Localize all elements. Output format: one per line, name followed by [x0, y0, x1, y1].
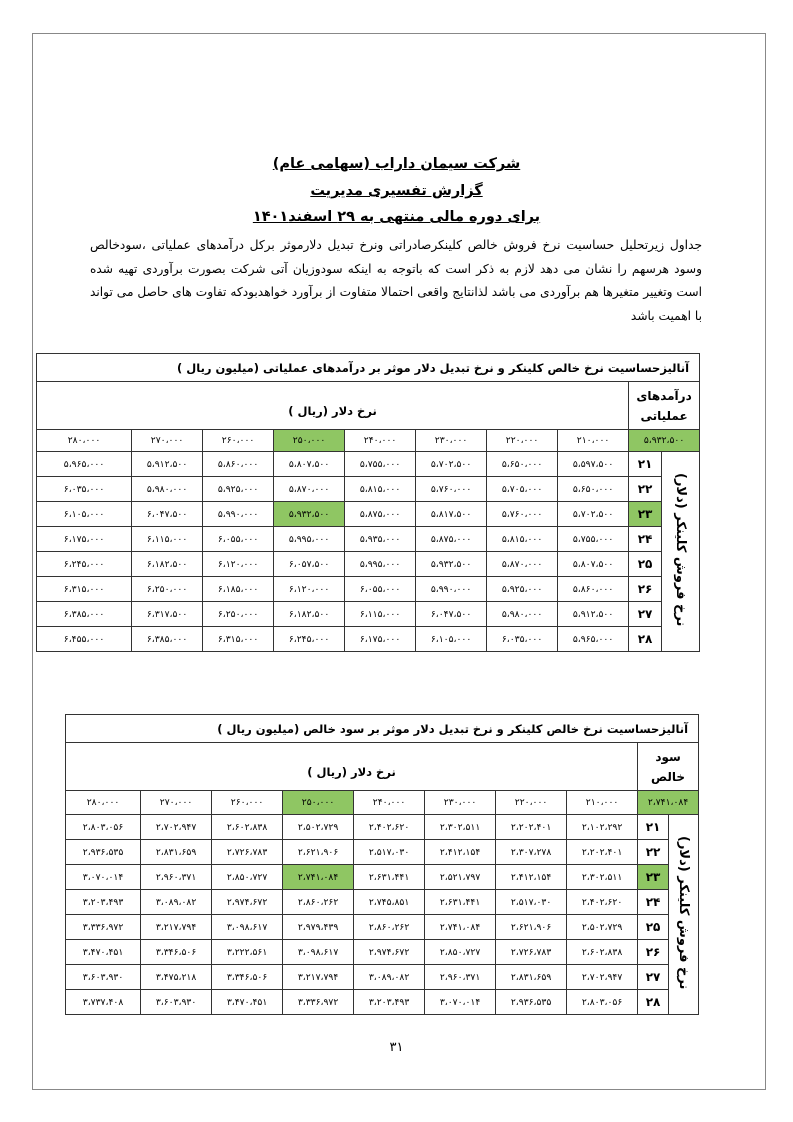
- row-header: ۲۶: [629, 577, 662, 602]
- table-cell: ۶،۳۸۵،۰۰۰: [37, 602, 132, 627]
- column-header: ۲۷۰،۰۰۰: [141, 791, 212, 815]
- table-cell: ۶،۱۰۵،۰۰۰: [37, 502, 132, 527]
- table-cell: ۵،۷۵۵،۰۰۰: [558, 527, 629, 552]
- row-header: ۲۸: [629, 627, 662, 652]
- row-header: ۲۵: [629, 552, 662, 577]
- table-cell: ۳،۴۷۰،۴۵۱: [66, 940, 141, 965]
- row-header: ۲۵: [638, 915, 669, 940]
- table-cell: ۵،۸۱۵،۰۰۰: [487, 527, 558, 552]
- table-cell: ۲،۶۲۱،۹۰۶: [496, 915, 567, 940]
- table-row: [37, 627, 700, 652]
- table-cell: ۲،۴۱۲،۱۵۴: [496, 865, 567, 890]
- table-cell: ۲،۳۰۲،۵۱۱: [425, 815, 496, 840]
- table-cell: ۲،۸۳۱،۶۵۹: [141, 840, 212, 865]
- table-cell: ۶،۱۱۵،۰۰۰: [345, 602, 416, 627]
- table-cell: ۵،۵۹۷،۵۰۰: [558, 452, 629, 477]
- table-cell: ۶،۲۴۵،۰۰۰: [274, 627, 345, 652]
- table-row: [66, 915, 699, 940]
- table-cell: ۳،۰۹۸،۶۱۷: [212, 915, 283, 940]
- table-row: [37, 502, 700, 527]
- column-header: ۲۱۰،۰۰۰: [558, 430, 629, 452]
- column-header: ۲۴۰،۰۰۰: [345, 430, 416, 452]
- table-row: [37, 477, 700, 502]
- table-cell: ۶،۲۵۰،۰۰۰: [203, 602, 274, 627]
- row-header: ۲۳: [638, 865, 669, 890]
- table-cell: ۶،۰۵۵،۰۰۰: [203, 527, 274, 552]
- table-row: [66, 840, 699, 865]
- corner-label: درآمدهای عملیاتی: [629, 382, 700, 430]
- table-cell: ۲،۴۰۲،۶۲۰: [354, 815, 425, 840]
- table-row: [37, 577, 700, 602]
- row-header: ۲۱: [638, 815, 669, 840]
- table-cell: ۶،۱۰۵،۰۰۰: [416, 627, 487, 652]
- table-cell: ۲،۹۷۴،۶۷۲: [354, 940, 425, 965]
- table-cell: ۶،۰۳۵،۰۰۰: [487, 627, 558, 652]
- table-cell: ۵،۸۷۵،۰۰۰: [345, 502, 416, 527]
- table-cell: ۵،۹۲۵،۰۰۰: [203, 477, 274, 502]
- table-cell: ۵،۷۶۰،۰۰۰: [487, 502, 558, 527]
- table-cell: ۶،۱۸۲،۵۰۰: [274, 602, 345, 627]
- table-cell: ۲،۷۰۲،۹۴۷: [567, 965, 638, 990]
- table-cell: ۶،۰۳۵،۰۰۰: [37, 477, 132, 502]
- table-cell: ۵،۸۷۰،۰۰۰: [274, 477, 345, 502]
- table-cell: ۵،۹۱۲،۵۰۰: [558, 602, 629, 627]
- table-cell: ۳،۲۲۲،۵۶۱: [212, 940, 283, 965]
- table-cell: ۳،۶۰۳،۹۳۰: [66, 965, 141, 990]
- row-header: ۲۸: [638, 990, 669, 1015]
- revenue-sensitivity-table: [36, 353, 700, 652]
- table-cell: ۳،۳۳۶،۹۷۲: [283, 990, 354, 1015]
- row-header: ۲۶: [638, 940, 669, 965]
- table-cell: ۵،۸۱۷،۵۰۰: [416, 502, 487, 527]
- table-row: [66, 865, 699, 890]
- table-cell: ۵،۹۸۰،۰۰۰: [132, 477, 203, 502]
- table-cell: ۵،۶۵۰،۰۰۰: [558, 477, 629, 502]
- row-header: ۲۴: [629, 527, 662, 552]
- table-cell: ۳،۰۹۸،۶۱۷: [283, 940, 354, 965]
- table-cell: ۵،۹۶۵،۰۰۰: [37, 452, 132, 477]
- table-row: [37, 602, 700, 627]
- table-cell: ۲،۷۴۱،۰۸۴: [425, 915, 496, 940]
- table-cell: ۳،۰۸۹،۰۸۲: [141, 890, 212, 915]
- table-cell: ۲،۱۰۲،۲۹۲: [567, 815, 638, 840]
- table-cell: ۶،۲۵۰،۰۰۰: [132, 577, 203, 602]
- table-cell: ۵،۷۰۵،۰۰۰: [487, 477, 558, 502]
- corner-label: سود خالص: [638, 743, 699, 791]
- table-cell: ۵،۹۹۰،۰۰۰: [416, 577, 487, 602]
- table-cell: ۳،۲۱۷،۷۹۴: [283, 965, 354, 990]
- table-cell: ۲،۵۰۲،۷۲۹: [567, 915, 638, 940]
- table-cell: ۶،۴۵۵،۰۰۰: [37, 627, 132, 652]
- column-header-row: [37, 430, 700, 452]
- column-header: ۲۱۰،۰۰۰: [567, 791, 638, 815]
- column-header: ۲۴۰،۰۰۰: [354, 791, 425, 815]
- table-row: [37, 452, 700, 477]
- table-cell: ۲،۶۰۲،۸۳۸: [212, 815, 283, 840]
- table-cell: ۲،۹۶۰،۳۷۱: [425, 965, 496, 990]
- table-cell: ۵،۷۰۲،۵۰۰: [416, 452, 487, 477]
- table-cell: ۶،۱۷۵،۰۰۰: [345, 627, 416, 652]
- report-title: گزارش تفسیری مدیریت: [310, 183, 483, 199]
- column-header: ۲۳۰،۰۰۰: [425, 791, 496, 815]
- table-cell: ۶،۰۵۷،۵۰۰: [274, 552, 345, 577]
- table-cell: ۲،۸۳۱،۶۵۹: [496, 965, 567, 990]
- row-header: ۲۲: [638, 840, 669, 865]
- table-cell: ۳،۲۰۳،۴۹۳: [66, 890, 141, 915]
- column-header: ۲۲۰،۰۰۰: [496, 791, 567, 815]
- table-cell: ۵،۸۰۷،۵۰۰: [558, 552, 629, 577]
- table-cell: ۳،۳۴۶،۵۰۶: [212, 965, 283, 990]
- row-header: ۲۲: [629, 477, 662, 502]
- table-cell: ۵،۷۵۵،۰۰۰: [345, 452, 416, 477]
- table-cell: ۵،۹۹۵،۰۰۰: [274, 527, 345, 552]
- table-cell: ۲،۳۰۷،۲۷۸: [496, 840, 567, 865]
- base-value-cell: ۲،۷۴۱،۰۸۴: [638, 791, 699, 815]
- table-cell: ۶،۱۷۵،۰۰۰: [37, 527, 132, 552]
- table-cell: ۳،۲۰۳،۴۹۳: [354, 990, 425, 1015]
- page-number: ۳۱: [389, 1040, 404, 1055]
- table-cell: ۲،۷۲۶،۷۸۳: [496, 940, 567, 965]
- column-header: ۲۸۰،۰۰۰: [37, 430, 132, 452]
- table-cell: ۲،۹۳۶،۵۳۵: [496, 990, 567, 1015]
- table-cell: ۲،۳۰۲،۵۱۱: [567, 865, 638, 890]
- intro-paragraph: جداول زیرتحلیل حساسیت نرخ فروش خالص کلینکرصادراتی ونرخ تبدیل دلارموثر برکل درآمدهای عملیاتی ،سودخالص وسود هرسهم را نشان می دهد لازم به ذکر است که باتوجه به اینکه سودوزیان آتی شرکت بصورت برآوردی تهیه شده است وتغییر متغیرها هم برآوردی می باشد لذانتایج واقعی احتمالا متفاوت از برآورد خواهدبودکه تفاوت های حاصل می تواند با اهمیت باشد: [90, 238, 702, 324]
- dollar-rate-label: نرخ دلار (ریال ): [37, 382, 629, 430]
- table-cell: ۶،۱۲۰،۰۰۰: [203, 552, 274, 577]
- row-header: ۲۱: [629, 452, 662, 477]
- table-cell: ۵،۸۷۵،۰۰۰: [416, 527, 487, 552]
- table-cell: ۲،۶۰۲،۸۳۸: [567, 940, 638, 965]
- table-cell: ۲،۴۱۲،۱۵۴: [425, 840, 496, 865]
- row-header: ۲۷: [638, 965, 669, 990]
- column-header: ۲۷۰،۰۰۰: [132, 430, 203, 452]
- table-row: [66, 965, 699, 990]
- table-cell: ۶،۰۴۷،۵۰۰: [416, 602, 487, 627]
- table-cell: ۲،۸۶۰،۲۶۲: [283, 890, 354, 915]
- table-row: [37, 527, 700, 552]
- table-cell: ۵،۸۷۰،۰۰۰: [487, 552, 558, 577]
- table-cell: ۶،۱۸۲،۵۰۰: [132, 552, 203, 577]
- clinker-rate-label: نرخ فروش کلینکر (دلار): [669, 815, 699, 1015]
- table-cell: ۲،۷۰۲،۹۴۷: [141, 815, 212, 840]
- table-cell: ۳،۳۴۶،۵۰۶: [141, 940, 212, 965]
- table-cell: ۲،۲۰۲،۴۰۱: [567, 840, 638, 865]
- table-cell: ۲،۵۱۷،۰۳۰: [496, 890, 567, 915]
- table-cell: ۵،۹۳۵،۰۰۰: [345, 527, 416, 552]
- table-cell: ۲،۹۷۹،۴۳۹: [283, 915, 354, 940]
- table-cell: ۶،۲۴۵،۰۰۰: [37, 552, 132, 577]
- dollar-rate-label: نرخ دلار (ریال ): [66, 743, 638, 791]
- table-cell: ۲،۸۵۰،۷۲۷: [212, 865, 283, 890]
- table-cell: ۲،۷۴۵،۸۵۱: [354, 890, 425, 915]
- table-cell: ۲،۷۲۶،۷۸۳: [212, 840, 283, 865]
- table-cell: ۶،۱۱۵،۰۰۰: [132, 527, 203, 552]
- table-cell: ۲،۲۰۲،۴۰۱: [496, 815, 567, 840]
- table-cell: ۶،۱۲۰،۰۰۰: [274, 577, 345, 602]
- table-cell: ۵،۹۲۵،۰۰۰: [487, 577, 558, 602]
- table-row: [66, 890, 699, 915]
- table-cell: ۳،۳۳۶،۹۷۲: [66, 915, 141, 940]
- table-cell: ۵،۹۳۲،۵۰۰: [416, 552, 487, 577]
- table-cell: ۳،۴۷۵،۲۱۸: [141, 965, 212, 990]
- table-title: آنالیزحساسیت نرخ خالص کلینکر و نرخ تبدیل دلار موثر بر سود خالص (میلیون ریال ): [66, 715, 699, 743]
- table-cell: ۲،۵۲۱،۷۹۷: [425, 865, 496, 890]
- table-cell: ۲،۷۴۱،۰۸۴: [283, 865, 354, 890]
- row-header: ۲۷: [629, 602, 662, 627]
- column-header: ۲۳۰،۰۰۰: [416, 430, 487, 452]
- table-title: آنالیزحساسیت نرخ خالص کلینکر و نرخ تبدیل دلار موثر بر درآمدهای عملیاتی (میلیون ریال ): [37, 354, 700, 382]
- column-header: ۲۸۰،۰۰۰: [66, 791, 141, 815]
- table-cell: ۵،۶۵۰،۰۰۰: [487, 452, 558, 477]
- column-header: ۲۲۰،۰۰۰: [487, 430, 558, 452]
- column-header: ۲۵۰،۰۰۰: [283, 791, 354, 815]
- column-header: ۲۵۰،۰۰۰: [274, 430, 345, 452]
- table-cell: ۵،۹۹۵،۰۰۰: [345, 552, 416, 577]
- table-cell: ۲،۸۰۳،۰۵۶: [66, 815, 141, 840]
- table-cell: ۲،۸۰۳،۰۵۶: [567, 990, 638, 1015]
- table-cell: ۲،۶۲۱،۹۰۶: [283, 840, 354, 865]
- column-header: ۲۶۰،۰۰۰: [203, 430, 274, 452]
- table-cell: ۳،۰۷۰،۰۱۴: [66, 865, 141, 890]
- table-cell: ۲،۵۱۷،۰۳۰: [354, 840, 425, 865]
- table-cell: ۵،۷۶۰،۰۰۰: [416, 477, 487, 502]
- clinker-rate-label: نرخ فروش کلینکر (دلار): [662, 452, 700, 652]
- table-cell: ۶،۰۵۵،۰۰۰: [345, 577, 416, 602]
- table-cell: ۳،۶۰۳،۹۳۰: [141, 990, 212, 1015]
- table-cell: ۵،۷۰۲،۵۰۰: [558, 502, 629, 527]
- table-cell: ۶،۰۴۷،۵۰۰: [132, 502, 203, 527]
- table-cell: ۲،۹۳۶،۵۳۵: [66, 840, 141, 865]
- table-cell: ۲،۸۶۰،۲۶۲: [354, 915, 425, 940]
- table-cell: ۲،۹۶۰،۳۷۱: [141, 865, 212, 890]
- table-cell: ۵،۹۸۰،۰۰۰: [487, 602, 558, 627]
- table-cell: ۲،۶۳۱،۴۴۱: [354, 865, 425, 890]
- table-row: [66, 940, 699, 965]
- row-header: ۲۳: [629, 502, 662, 527]
- table-cell: ۵،۹۶۵،۰۰۰: [558, 627, 629, 652]
- column-header: ۲۶۰،۰۰۰: [212, 791, 283, 815]
- table-cell: ۲،۶۳۱،۴۴۱: [425, 890, 496, 915]
- table-cell: ۵،۹۹۰،۰۰۰: [203, 502, 274, 527]
- table-cell: ۳،۷۳۷،۴۰۸: [66, 990, 141, 1015]
- table-cell: ۲،۸۵۰،۷۲۷: [425, 940, 496, 965]
- company-title: شرکت سیمان داراب (سهامی عام): [272, 156, 521, 172]
- row-header: ۲۴: [638, 890, 669, 915]
- table-cell: ۲،۴۰۲،۶۲۰: [567, 890, 638, 915]
- table-cell: ۶،۳۱۵،۰۰۰: [37, 577, 132, 602]
- table-cell: ۳،۰۷۰،۰۱۴: [425, 990, 496, 1015]
- table-cell: ۶،۱۸۵،۰۰۰: [203, 577, 274, 602]
- table-cell: ۳،۴۷۰،۴۵۱: [212, 990, 283, 1015]
- net-profit-sensitivity-table: [65, 714, 699, 1015]
- table-cell: ۲،۹۷۴،۶۷۲: [212, 890, 283, 915]
- table-cell: ۵،۸۱۵،۰۰۰: [345, 477, 416, 502]
- base-value-cell: ۵،۹۳۲،۵۰۰: [629, 430, 700, 452]
- table-cell: ۵،۸۰۷،۵۰۰: [274, 452, 345, 477]
- table-row: [66, 990, 699, 1015]
- table-cell: ۳،۲۱۷،۷۹۴: [141, 915, 212, 940]
- table-cell: ۶،۳۱۵،۰۰۰: [203, 627, 274, 652]
- period-title: برای دوره مالی منتهی به ۲۹ اسفند۱۴۰۱: [252, 209, 541, 225]
- table-cell: ۳،۰۸۹،۰۸۲: [354, 965, 425, 990]
- table-cell: ۲،۵۰۲،۷۲۹: [283, 815, 354, 840]
- table-cell: ۵،۸۶۰،۰۰۰: [203, 452, 274, 477]
- table-cell: ۵،۸۶۰،۰۰۰: [558, 577, 629, 602]
- column-header-row: [66, 791, 699, 815]
- table-cell: ۵،۹۳۲،۵۰۰: [274, 502, 345, 527]
- table-row: [66, 815, 699, 840]
- table-cell: ۵،۹۱۲،۵۰۰: [132, 452, 203, 477]
- table-cell: ۶،۳۸۵،۰۰۰: [132, 627, 203, 652]
- table-row: [37, 552, 700, 577]
- table-cell: ۶،۳۱۷،۵۰۰: [132, 602, 203, 627]
